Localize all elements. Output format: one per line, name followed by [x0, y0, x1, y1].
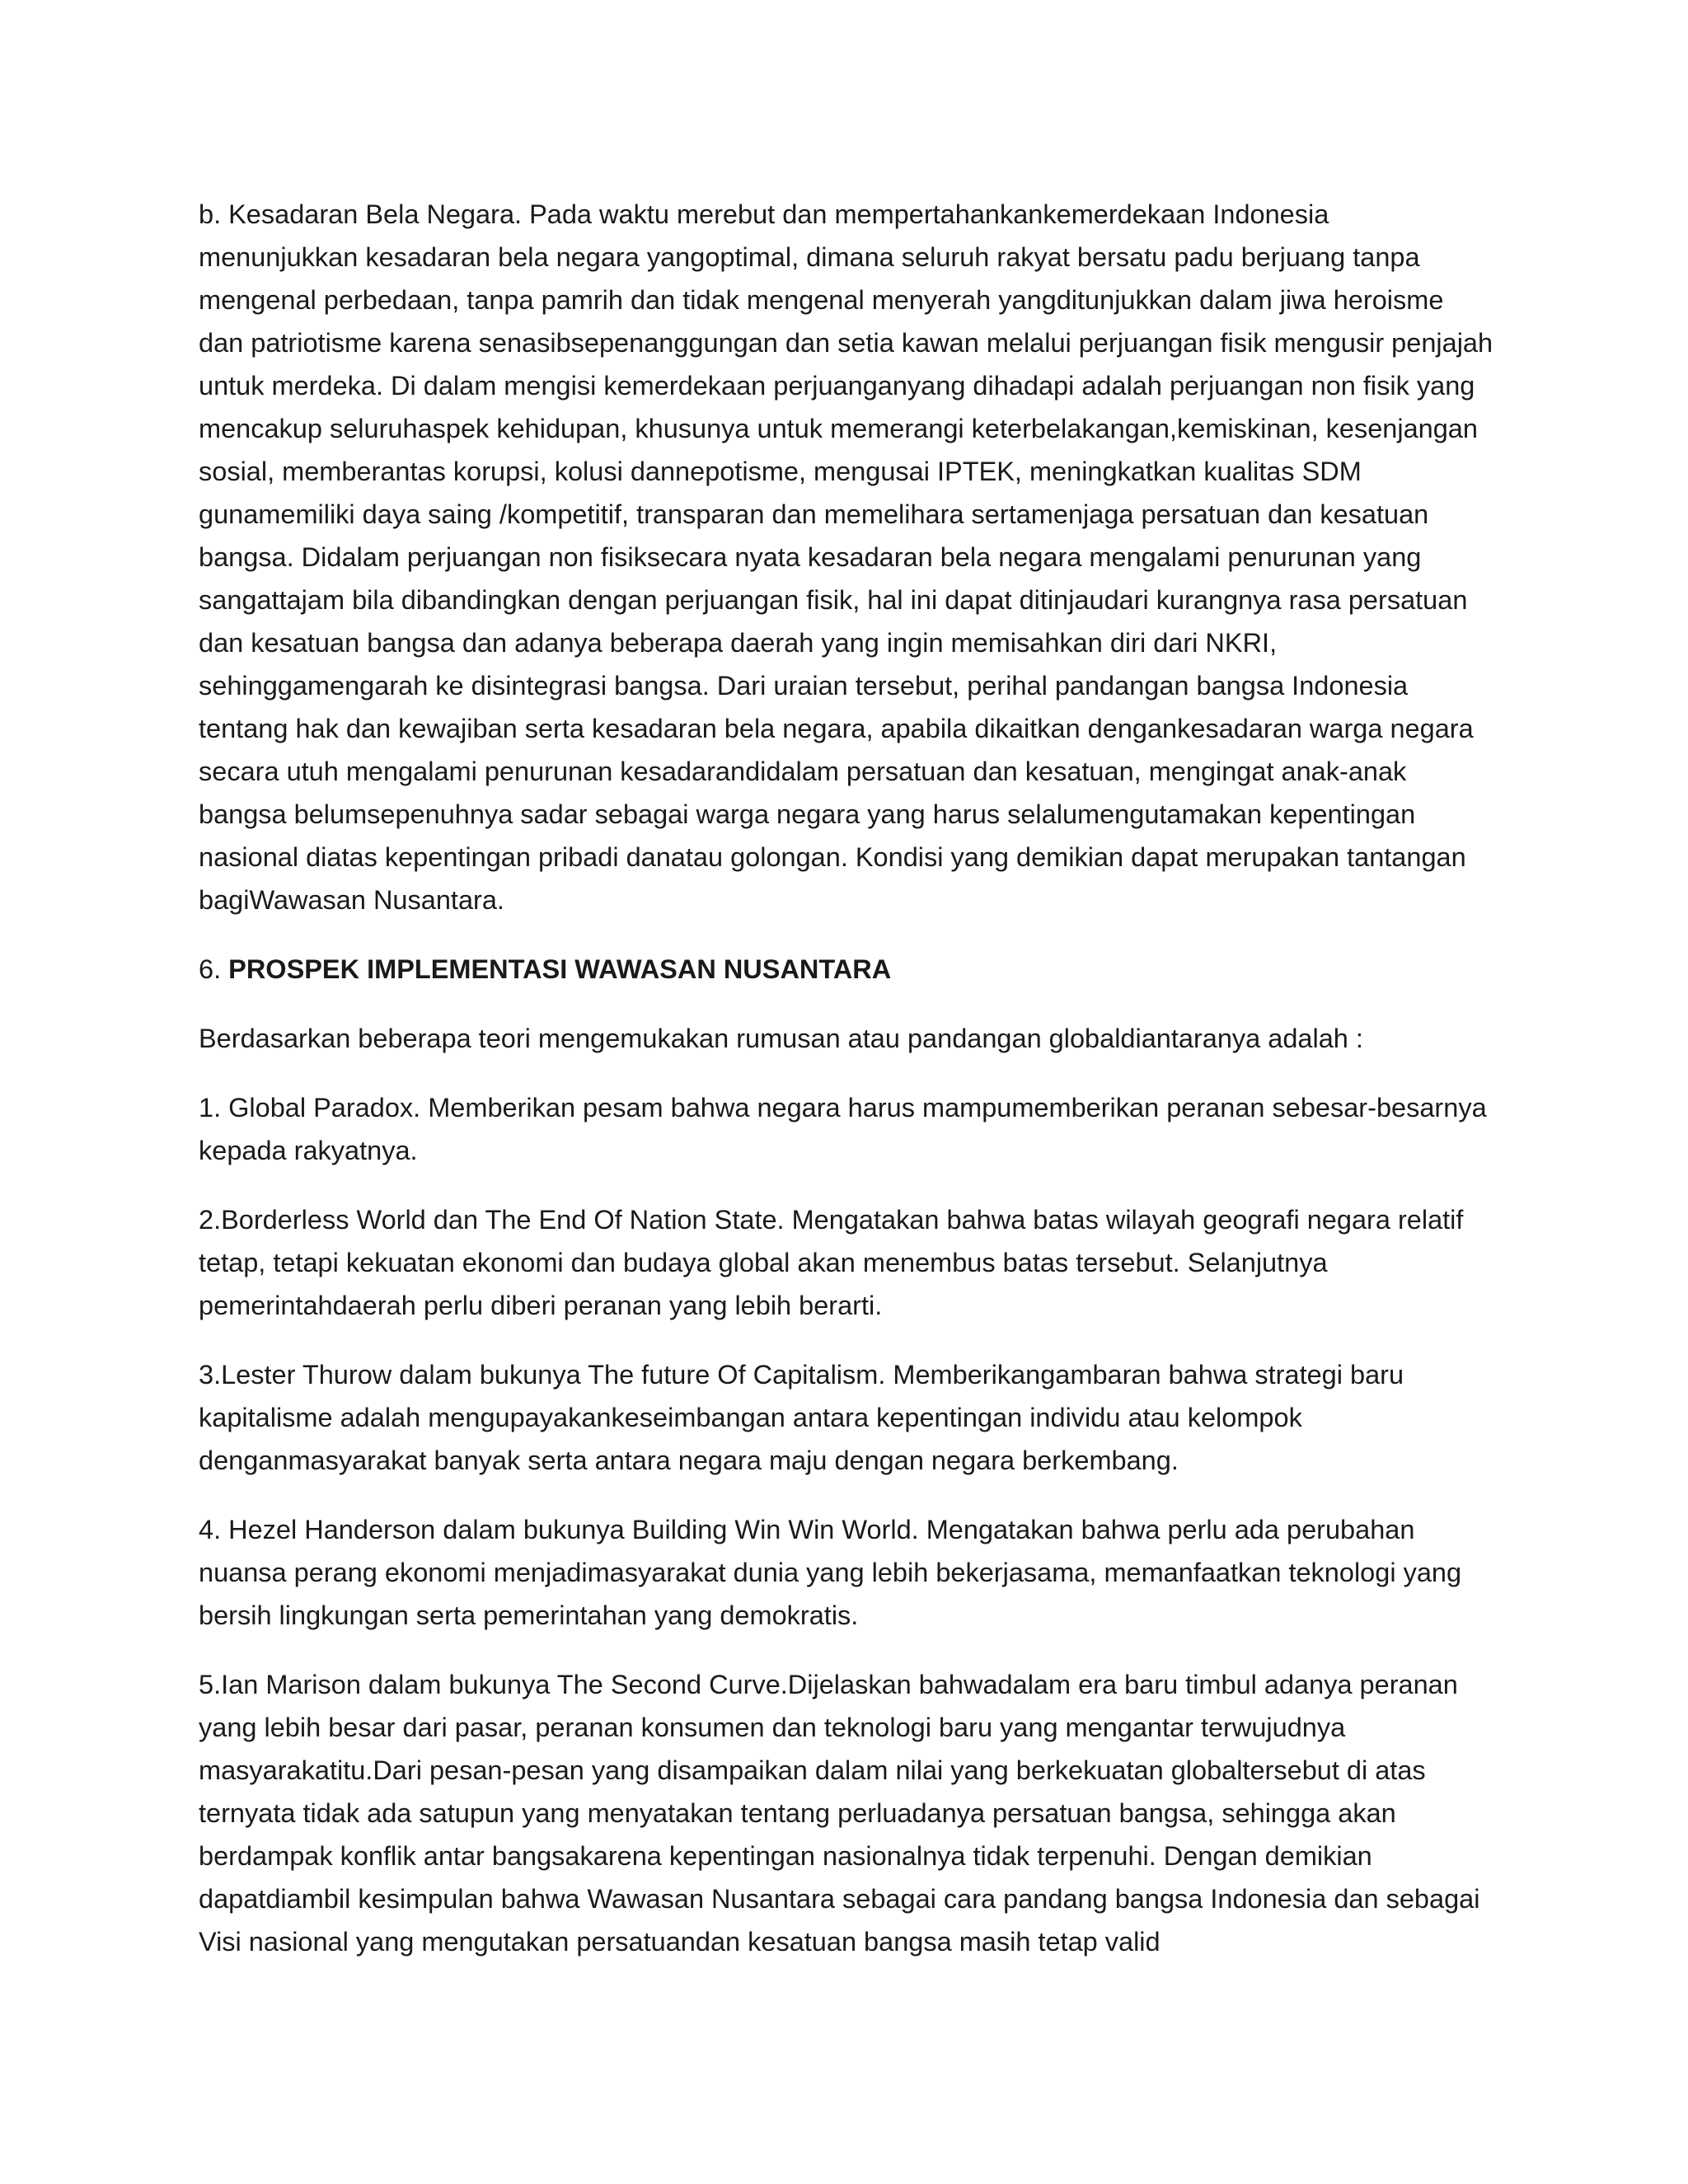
- paragraph-intro: Berdasarkan beberapa teori mengemukakan rumusan atau pandangan globaldiantaranya adalah :: [199, 1024, 1363, 1053]
- paragraph-lester-thurow: 3.Lester Thurow dalam bukunya The future Of Capitalism. Memberikangambaran bahwa strategi baru kapitalisme adalah mengupayakankeseimbangan antara kepentingan individu atau kelompok denganmasyarakat banyak serta antara negara maju dengan negara berkembang.: [199, 1360, 1404, 1475]
- paragraph-ian-marison: 5.Ian Marison dalam bukunya The Second Curve.Dijelaskan bahwadalam era baru timbul adanya peranan yang lebih besar dari pasar, peranan konsumen dan teknologi baru yang mengantar terwujudnya masyarakatitu.Dari pesan-pesan yang disampaikan dalam nilai yang berkekuatan globaltersebut di atas ternyata tidak ada satupun yang menyatakan tentang perluadanya persatuan bangsa, sehingga akan berdampak konflik antar bangsakarena kepentingan nasionalnya tidak terpenuhi. Dengan demikian dapatdiambil kesimpulan bahwa Wawasan Nusantara sebagai cara pandang bangsa Indonesia dan sebagai Visi nasional yang mengutakan persatuandan kesatuan bangsa masih tetap valid: [199, 1670, 1480, 1957]
- heading-title: PROSPEK IMPLEMENTASI WAWASAN NUSANTARA: [221, 954, 892, 984]
- paragraph-kesadaran-bela-negara: b. Kesadaran Bela Negara. Pada waktu merebut dan mempertahankankemerdekaan Indonesia menunjukkan kesadaran bela negara yangoptimal, dimana seluruh rakyat bersatu padu berjuang tanpa mengenal perbedaan, tanpa pamrih dan tidak mengenal menyerah yangditunjukkan dalam jiwa heroisme dan patriotisme karena senasibsepenanggungan dan setia kawan melalui perjuangan fisik mengusir penjajah untuk merdeka. Di dalam mengisi kemerdekaan perjuanganyang dihadapi adalah perjuangan non fisik yang mencakup seluruhaspek kehidupan, khusunya untuk memerangi keterbelakangan,kemiskinan, kesenjangan sosial, memberantas korupsi, kolusi dannepotisme, mengusai IPTEK, meningkatkan kualitas SDM gunamemiliki daya saing /kompetitif, transparan dan memelihara sertamenjaga persatuan dan kesatuan bangsa. Didalam perjuangan non fisiksecara nyata kesadaran bela negara mengalami penurunan yang sangattajam bila dibandingkan dengan perjuangan fisik, hal ini dapat ditinjaudari kurangnya rasa persatuan dan kesatuan bangsa dan adanya beberapa daerah yang ingin memisahkan diri dari NKRI, sehinggamengarah ke disintegrasi bangsa. Dari uraian tersebut, perihal pandangan bangsa Indonesia tentang hak dan kewajiban serta kesadaran bela negara, apabila dikaitkan dengankesadaran warga negara secara utuh mengalami penurunan kesadarandidalam persatuan dan kesatuan, mengingat anak-anak bangsa belumsepenuhnya sadar sebagai warga negara yang harus selalumengutamakan kepentingan nasional diatas kepentingan pribadi danatau golongan. Kondisi yang demikian dapat merupakan tantangan bagiWawasan Nusantara.: [199, 199, 1493, 915]
- paragraph-global-paradox: 1. Global Paradox. Memberikan pesam bahwa negara harus mampumemberikan peranan sebesar-besarnya kepada rakyatnya.: [199, 1093, 1487, 1165]
- paragraph-hezel-handerson: 4. Hezel Handerson dalam bukunya Building Win Win World. Mengatakan bahwa perlu ada perubahan nuansa perang ekonomi menjadimasyarakat dunia yang lebih bekerjasama, memanfaatkan teknologi yang bersih lingkungan serta pemerintahan yang demokratis.: [199, 1515, 1462, 1630]
- paragraph-borderless-world: 2.Borderless World dan The End Of Nation State. Mengatakan bahwa batas wilayah geografi negara relatif tetap, tetapi kekuatan ekonomi dan budaya global akan menembus batas tersebut. Selanjutnya pemerintahdaerah perlu diberi peranan yang lebih berarti.: [199, 1205, 1464, 1320]
- section-heading: [199, 948, 1494, 991]
- heading-number: 6.: [199, 954, 222, 984]
- document-page: [199, 193, 1494, 1990]
